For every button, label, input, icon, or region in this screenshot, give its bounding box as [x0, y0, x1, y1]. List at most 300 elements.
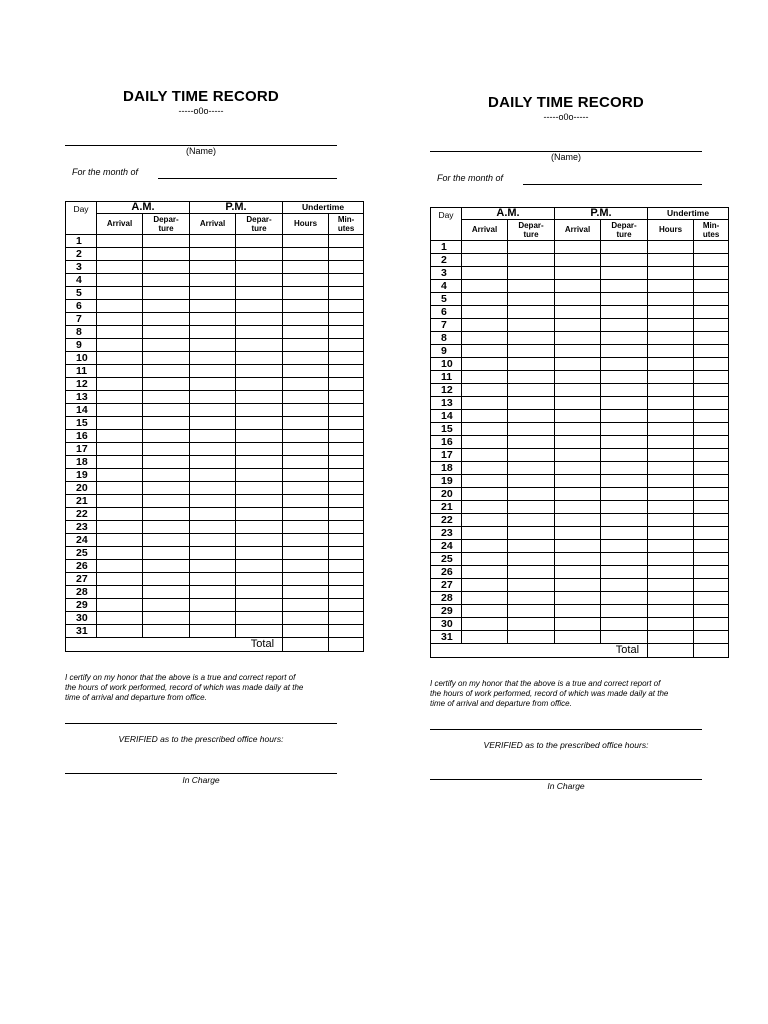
- undertime-hours-cell[interactable]: [648, 475, 694, 488]
- am-departure-cell[interactable]: [143, 508, 190, 521]
- pm-departure-cell[interactable]: [601, 566, 648, 579]
- undertime-hours-cell[interactable]: [283, 313, 329, 326]
- am-arrival-cell[interactable]: [97, 352, 143, 365]
- am-departure-cell[interactable]: [508, 280, 555, 293]
- undertime-hours-cell[interactable]: [648, 306, 694, 319]
- undertime-hours-cell[interactable]: [283, 547, 329, 560]
- am-departure-cell[interactable]: [508, 566, 555, 579]
- am-departure-cell[interactable]: [508, 527, 555, 540]
- undertime-minutes-cell[interactable]: [694, 540, 729, 553]
- pm-arrival-cell[interactable]: [190, 274, 236, 287]
- undertime-minutes-cell[interactable]: [694, 384, 729, 397]
- am-departure-cell[interactable]: [143, 482, 190, 495]
- total-hours-cell[interactable]: [283, 638, 329, 652]
- undertime-minutes-cell[interactable]: [694, 345, 729, 358]
- pm-arrival-cell[interactable]: [555, 449, 601, 462]
- undertime-hours-cell[interactable]: [648, 332, 694, 345]
- am-arrival-cell[interactable]: [462, 436, 508, 449]
- am-departure-cell[interactable]: [143, 300, 190, 313]
- undertime-minutes-cell[interactable]: [329, 417, 364, 430]
- pm-departure-cell[interactable]: [236, 391, 283, 404]
- undertime-minutes-cell[interactable]: [329, 443, 364, 456]
- am-departure-cell[interactable]: [143, 430, 190, 443]
- undertime-minutes-cell[interactable]: [329, 235, 364, 248]
- undertime-minutes-cell[interactable]: [694, 631, 729, 644]
- am-departure-cell[interactable]: [143, 534, 190, 547]
- am-arrival-cell[interactable]: [97, 599, 143, 612]
- am-arrival-cell[interactable]: [97, 612, 143, 625]
- am-departure-cell[interactable]: [143, 547, 190, 560]
- am-arrival-cell[interactable]: [462, 475, 508, 488]
- am-departure-cell[interactable]: [143, 261, 190, 274]
- am-arrival-cell[interactable]: [462, 514, 508, 527]
- pm-arrival-cell[interactable]: [555, 514, 601, 527]
- undertime-minutes-cell[interactable]: [694, 618, 729, 631]
- undertime-hours-cell[interactable]: [648, 254, 694, 267]
- undertime-minutes-cell[interactable]: [694, 267, 729, 280]
- undertime-hours-cell[interactable]: [283, 235, 329, 248]
- pm-departure-cell[interactable]: [236, 443, 283, 456]
- pm-arrival-cell[interactable]: [190, 378, 236, 391]
- pm-departure-cell[interactable]: [236, 495, 283, 508]
- undertime-hours-cell[interactable]: [283, 404, 329, 417]
- undertime-hours-cell[interactable]: [648, 423, 694, 436]
- pm-departure-cell[interactable]: [601, 592, 648, 605]
- undertime-minutes-cell[interactable]: [694, 371, 729, 384]
- pm-arrival-cell[interactable]: [555, 540, 601, 553]
- pm-departure-cell[interactable]: [601, 280, 648, 293]
- pm-departure-cell[interactable]: [236, 508, 283, 521]
- am-arrival-cell[interactable]: [97, 469, 143, 482]
- pm-arrival-cell[interactable]: [190, 534, 236, 547]
- undertime-minutes-cell[interactable]: [694, 579, 729, 592]
- am-arrival-cell[interactable]: [97, 547, 143, 560]
- am-arrival-cell[interactable]: [462, 332, 508, 345]
- am-departure-cell[interactable]: [508, 358, 555, 371]
- undertime-minutes-cell[interactable]: [329, 547, 364, 560]
- undertime-hours-cell[interactable]: [648, 618, 694, 631]
- undertime-minutes-cell[interactable]: [329, 287, 364, 300]
- am-arrival-cell[interactable]: [462, 371, 508, 384]
- pm-arrival-cell[interactable]: [555, 254, 601, 267]
- am-departure-cell[interactable]: [508, 306, 555, 319]
- am-departure-cell[interactable]: [143, 235, 190, 248]
- undertime-hours-cell[interactable]: [648, 631, 694, 644]
- month-line[interactable]: [158, 178, 337, 179]
- undertime-minutes-cell[interactable]: [694, 488, 729, 501]
- pm-departure-cell[interactable]: [236, 573, 283, 586]
- am-arrival-cell[interactable]: [97, 456, 143, 469]
- pm-arrival-cell[interactable]: [555, 631, 601, 644]
- undertime-minutes-cell[interactable]: [694, 332, 729, 345]
- pm-arrival-cell[interactable]: [190, 430, 236, 443]
- undertime-hours-cell[interactable]: [283, 339, 329, 352]
- pm-departure-cell[interactable]: [601, 631, 648, 644]
- pm-arrival-cell[interactable]: [555, 332, 601, 345]
- pm-departure-cell[interactable]: [236, 482, 283, 495]
- pm-departure-cell[interactable]: [601, 605, 648, 618]
- undertime-hours-cell[interactable]: [283, 495, 329, 508]
- am-arrival-cell[interactable]: [462, 410, 508, 423]
- undertime-minutes-cell[interactable]: [694, 566, 729, 579]
- am-arrival-cell[interactable]: [97, 417, 143, 430]
- undertime-minutes-cell[interactable]: [694, 501, 729, 514]
- pm-departure-cell[interactable]: [236, 430, 283, 443]
- am-departure-cell[interactable]: [143, 313, 190, 326]
- am-departure-cell[interactable]: [508, 423, 555, 436]
- undertime-hours-cell[interactable]: [283, 261, 329, 274]
- undertime-minutes-cell[interactable]: [694, 527, 729, 540]
- undertime-hours-cell[interactable]: [283, 326, 329, 339]
- pm-departure-cell[interactable]: [601, 397, 648, 410]
- am-arrival-cell[interactable]: [462, 306, 508, 319]
- am-arrival-cell[interactable]: [462, 592, 508, 605]
- pm-departure-cell[interactable]: [601, 241, 648, 254]
- undertime-hours-cell[interactable]: [283, 274, 329, 287]
- pm-arrival-cell[interactable]: [555, 319, 601, 332]
- am-arrival-cell[interactable]: [97, 508, 143, 521]
- am-arrival-cell[interactable]: [97, 625, 143, 638]
- undertime-hours-cell[interactable]: [648, 514, 694, 527]
- undertime-hours-cell[interactable]: [648, 462, 694, 475]
- am-departure-cell[interactable]: [508, 592, 555, 605]
- undertime-minutes-cell[interactable]: [694, 410, 729, 423]
- pm-departure-cell[interactable]: [601, 254, 648, 267]
- undertime-minutes-cell[interactable]: [694, 449, 729, 462]
- am-departure-cell[interactable]: [143, 248, 190, 261]
- pm-arrival-cell[interactable]: [190, 456, 236, 469]
- am-arrival-cell[interactable]: [462, 462, 508, 475]
- pm-arrival-cell[interactable]: [190, 339, 236, 352]
- pm-arrival-cell[interactable]: [555, 267, 601, 280]
- pm-departure-cell[interactable]: [236, 326, 283, 339]
- am-arrival-cell[interactable]: [462, 384, 508, 397]
- undertime-hours-cell[interactable]: [648, 319, 694, 332]
- am-departure-cell[interactable]: [508, 462, 555, 475]
- pm-arrival-cell[interactable]: [190, 482, 236, 495]
- undertime-hours-cell[interactable]: [648, 410, 694, 423]
- pm-arrival-cell[interactable]: [190, 313, 236, 326]
- pm-departure-cell[interactable]: [601, 488, 648, 501]
- am-departure-cell[interactable]: [508, 631, 555, 644]
- undertime-minutes-cell[interactable]: [694, 475, 729, 488]
- pm-arrival-cell[interactable]: [190, 495, 236, 508]
- undertime-hours-cell[interactable]: [648, 345, 694, 358]
- am-departure-cell[interactable]: [143, 625, 190, 638]
- pm-arrival-cell[interactable]: [555, 488, 601, 501]
- undertime-minutes-cell[interactable]: [329, 456, 364, 469]
- am-departure-cell[interactable]: [143, 521, 190, 534]
- pm-departure-cell[interactable]: [601, 293, 648, 306]
- pm-departure-cell[interactable]: [236, 313, 283, 326]
- pm-arrival-cell[interactable]: [555, 293, 601, 306]
- am-arrival-cell[interactable]: [462, 540, 508, 553]
- am-departure-cell[interactable]: [508, 618, 555, 631]
- pm-arrival-cell[interactable]: [555, 280, 601, 293]
- undertime-minutes-cell[interactable]: [694, 241, 729, 254]
- undertime-minutes-cell[interactable]: [329, 560, 364, 573]
- pm-arrival-cell[interactable]: [555, 462, 601, 475]
- undertime-minutes-cell[interactable]: [329, 391, 364, 404]
- am-departure-cell[interactable]: [143, 417, 190, 430]
- pm-departure-cell[interactable]: [236, 352, 283, 365]
- pm-arrival-cell[interactable]: [190, 352, 236, 365]
- undertime-minutes-cell[interactable]: [694, 397, 729, 410]
- pm-departure-cell[interactable]: [236, 534, 283, 547]
- pm-arrival-cell[interactable]: [190, 612, 236, 625]
- pm-departure-cell[interactable]: [601, 449, 648, 462]
- am-departure-cell[interactable]: [508, 397, 555, 410]
- undertime-hours-cell[interactable]: [648, 280, 694, 293]
- pm-departure-cell[interactable]: [601, 514, 648, 527]
- undertime-hours-cell[interactable]: [283, 365, 329, 378]
- am-departure-cell[interactable]: [508, 267, 555, 280]
- am-arrival-cell[interactable]: [462, 605, 508, 618]
- undertime-minutes-cell[interactable]: [329, 248, 364, 261]
- undertime-minutes-cell[interactable]: [329, 586, 364, 599]
- am-departure-cell[interactable]: [143, 586, 190, 599]
- pm-arrival-cell[interactable]: [555, 436, 601, 449]
- undertime-minutes-cell[interactable]: [329, 599, 364, 612]
- pm-arrival-cell[interactable]: [555, 410, 601, 423]
- am-arrival-cell[interactable]: [97, 560, 143, 573]
- undertime-minutes-cell[interactable]: [329, 508, 364, 521]
- am-arrival-cell[interactable]: [97, 326, 143, 339]
- undertime-hours-cell[interactable]: [283, 378, 329, 391]
- am-departure-cell[interactable]: [508, 384, 555, 397]
- am-arrival-cell[interactable]: [97, 404, 143, 417]
- pm-departure-cell[interactable]: [236, 365, 283, 378]
- undertime-minutes-cell[interactable]: [694, 436, 729, 449]
- pm-arrival-cell[interactable]: [190, 248, 236, 261]
- am-arrival-cell[interactable]: [97, 586, 143, 599]
- pm-departure-cell[interactable]: [236, 469, 283, 482]
- am-departure-cell[interactable]: [508, 241, 555, 254]
- am-departure-cell[interactable]: [508, 436, 555, 449]
- pm-arrival-cell[interactable]: [555, 527, 601, 540]
- pm-departure-cell[interactable]: [236, 560, 283, 573]
- am-arrival-cell[interactable]: [462, 345, 508, 358]
- pm-departure-cell[interactable]: [236, 378, 283, 391]
- am-departure-cell[interactable]: [508, 579, 555, 592]
- am-arrival-cell[interactable]: [462, 280, 508, 293]
- pm-arrival-cell[interactable]: [190, 443, 236, 456]
- am-arrival-cell[interactable]: [462, 423, 508, 436]
- undertime-hours-cell[interactable]: [283, 443, 329, 456]
- undertime-hours-cell[interactable]: [648, 605, 694, 618]
- undertime-hours-cell[interactable]: [283, 430, 329, 443]
- am-departure-cell[interactable]: [508, 605, 555, 618]
- undertime-hours-cell[interactable]: [283, 534, 329, 547]
- undertime-hours-cell[interactable]: [648, 579, 694, 592]
- undertime-hours-cell[interactable]: [648, 527, 694, 540]
- pm-departure-cell[interactable]: [601, 371, 648, 384]
- undertime-hours-cell[interactable]: [283, 469, 329, 482]
- undertime-minutes-cell[interactable]: [329, 365, 364, 378]
- am-departure-cell[interactable]: [143, 573, 190, 586]
- am-departure-cell[interactable]: [143, 339, 190, 352]
- pm-arrival-cell[interactable]: [555, 241, 601, 254]
- undertime-hours-cell[interactable]: [648, 241, 694, 254]
- pm-departure-cell[interactable]: [236, 300, 283, 313]
- undertime-hours-cell[interactable]: [283, 521, 329, 534]
- pm-departure-cell[interactable]: [236, 456, 283, 469]
- pm-arrival-cell[interactable]: [190, 625, 236, 638]
- undertime-hours-cell[interactable]: [648, 540, 694, 553]
- am-departure-cell[interactable]: [508, 332, 555, 345]
- undertime-minutes-cell[interactable]: [694, 423, 729, 436]
- am-arrival-cell[interactable]: [462, 449, 508, 462]
- pm-departure-cell[interactable]: [236, 274, 283, 287]
- am-departure-cell[interactable]: [508, 319, 555, 332]
- am-departure-cell[interactable]: [508, 475, 555, 488]
- undertime-hours-cell[interactable]: [283, 508, 329, 521]
- pm-departure-cell[interactable]: [236, 586, 283, 599]
- undertime-hours-cell[interactable]: [648, 592, 694, 605]
- am-arrival-cell[interactable]: [462, 553, 508, 566]
- pm-arrival-cell[interactable]: [555, 553, 601, 566]
- am-arrival-cell[interactable]: [462, 319, 508, 332]
- undertime-hours-cell[interactable]: [283, 352, 329, 365]
- am-departure-cell[interactable]: [508, 371, 555, 384]
- pm-departure-cell[interactable]: [236, 612, 283, 625]
- undertime-minutes-cell[interactable]: [694, 514, 729, 527]
- pm-arrival-cell[interactable]: [555, 358, 601, 371]
- am-arrival-cell[interactable]: [97, 248, 143, 261]
- pm-departure-cell[interactable]: [236, 404, 283, 417]
- am-departure-cell[interactable]: [143, 391, 190, 404]
- in-charge-line[interactable]: [430, 779, 702, 780]
- am-arrival-cell[interactable]: [97, 365, 143, 378]
- undertime-hours-cell[interactable]: [648, 397, 694, 410]
- undertime-hours-cell[interactable]: [283, 482, 329, 495]
- pm-departure-cell[interactable]: [236, 235, 283, 248]
- total-minutes-cell[interactable]: [694, 644, 729, 658]
- am-departure-cell[interactable]: [143, 274, 190, 287]
- signature-line[interactable]: [430, 729, 702, 730]
- am-departure-cell[interactable]: [143, 560, 190, 573]
- pm-arrival-cell[interactable]: [555, 345, 601, 358]
- pm-departure-cell[interactable]: [601, 332, 648, 345]
- undertime-minutes-cell[interactable]: [694, 592, 729, 605]
- pm-departure-cell[interactable]: [236, 599, 283, 612]
- pm-arrival-cell[interactable]: [190, 586, 236, 599]
- pm-arrival-cell[interactable]: [555, 579, 601, 592]
- pm-departure-cell[interactable]: [601, 423, 648, 436]
- am-departure-cell[interactable]: [508, 449, 555, 462]
- undertime-minutes-cell[interactable]: [329, 404, 364, 417]
- undertime-minutes-cell[interactable]: [329, 573, 364, 586]
- undertime-hours-cell[interactable]: [283, 417, 329, 430]
- pm-arrival-cell[interactable]: [555, 423, 601, 436]
- undertime-minutes-cell[interactable]: [694, 462, 729, 475]
- pm-departure-cell[interactable]: [236, 521, 283, 534]
- undertime-minutes-cell[interactable]: [694, 553, 729, 566]
- am-arrival-cell[interactable]: [97, 482, 143, 495]
- am-departure-cell[interactable]: [143, 352, 190, 365]
- am-arrival-cell[interactable]: [97, 495, 143, 508]
- pm-departure-cell[interactable]: [601, 267, 648, 280]
- am-arrival-cell[interactable]: [462, 267, 508, 280]
- pm-departure-cell[interactable]: [601, 436, 648, 449]
- pm-departure-cell[interactable]: [601, 618, 648, 631]
- undertime-minutes-cell[interactable]: [329, 534, 364, 547]
- pm-arrival-cell[interactable]: [190, 521, 236, 534]
- am-arrival-cell[interactable]: [97, 430, 143, 443]
- undertime-hours-cell[interactable]: [283, 599, 329, 612]
- am-arrival-cell[interactable]: [462, 618, 508, 631]
- pm-arrival-cell[interactable]: [555, 371, 601, 384]
- am-arrival-cell[interactable]: [97, 339, 143, 352]
- undertime-minutes-cell[interactable]: [694, 254, 729, 267]
- am-departure-cell[interactable]: [143, 495, 190, 508]
- am-arrival-cell[interactable]: [462, 488, 508, 501]
- am-arrival-cell[interactable]: [462, 254, 508, 267]
- pm-departure-cell[interactable]: [601, 475, 648, 488]
- undertime-hours-cell[interactable]: [283, 300, 329, 313]
- am-arrival-cell[interactable]: [97, 378, 143, 391]
- am-departure-cell[interactable]: [508, 501, 555, 514]
- am-arrival-cell[interactable]: [97, 391, 143, 404]
- am-departure-cell[interactable]: [143, 404, 190, 417]
- am-departure-cell[interactable]: [508, 488, 555, 501]
- undertime-hours-cell[interactable]: [283, 586, 329, 599]
- pm-arrival-cell[interactable]: [555, 592, 601, 605]
- pm-departure-cell[interactable]: [601, 501, 648, 514]
- pm-arrival-cell[interactable]: [190, 261, 236, 274]
- undertime-hours-cell[interactable]: [283, 248, 329, 261]
- pm-arrival-cell[interactable]: [190, 404, 236, 417]
- am-departure-cell[interactable]: [143, 599, 190, 612]
- undertime-hours-cell[interactable]: [648, 566, 694, 579]
- undertime-minutes-cell[interactable]: [329, 313, 364, 326]
- pm-arrival-cell[interactable]: [555, 605, 601, 618]
- pm-arrival-cell[interactable]: [190, 300, 236, 313]
- pm-arrival-cell[interactable]: [190, 547, 236, 560]
- am-arrival-cell[interactable]: [97, 443, 143, 456]
- pm-arrival-cell[interactable]: [555, 384, 601, 397]
- pm-arrival-cell[interactable]: [190, 599, 236, 612]
- am-departure-cell[interactable]: [143, 365, 190, 378]
- undertime-hours-cell[interactable]: [283, 391, 329, 404]
- pm-arrival-cell[interactable]: [190, 417, 236, 430]
- undertime-minutes-cell[interactable]: [329, 469, 364, 482]
- am-arrival-cell[interactable]: [97, 300, 143, 313]
- am-departure-cell[interactable]: [143, 378, 190, 391]
- undertime-minutes-cell[interactable]: [329, 612, 364, 625]
- undertime-minutes-cell[interactable]: [329, 261, 364, 274]
- undertime-minutes-cell[interactable]: [329, 300, 364, 313]
- am-arrival-cell[interactable]: [97, 261, 143, 274]
- pm-arrival-cell[interactable]: [555, 618, 601, 631]
- am-departure-cell[interactable]: [508, 410, 555, 423]
- undertime-hours-cell[interactable]: [648, 436, 694, 449]
- undertime-minutes-cell[interactable]: [694, 605, 729, 618]
- pm-departure-cell[interactable]: [236, 417, 283, 430]
- pm-arrival-cell[interactable]: [190, 508, 236, 521]
- total-hours-cell[interactable]: [648, 644, 694, 658]
- pm-arrival-cell[interactable]: [555, 501, 601, 514]
- pm-arrival-cell[interactable]: [555, 306, 601, 319]
- undertime-minutes-cell[interactable]: [694, 319, 729, 332]
- undertime-hours-cell[interactable]: [648, 358, 694, 371]
- pm-arrival-cell[interactable]: [190, 365, 236, 378]
- am-arrival-cell[interactable]: [462, 527, 508, 540]
- am-arrival-cell[interactable]: [462, 397, 508, 410]
- undertime-hours-cell[interactable]: [283, 456, 329, 469]
- undertime-hours-cell[interactable]: [648, 488, 694, 501]
- pm-departure-cell[interactable]: [601, 462, 648, 475]
